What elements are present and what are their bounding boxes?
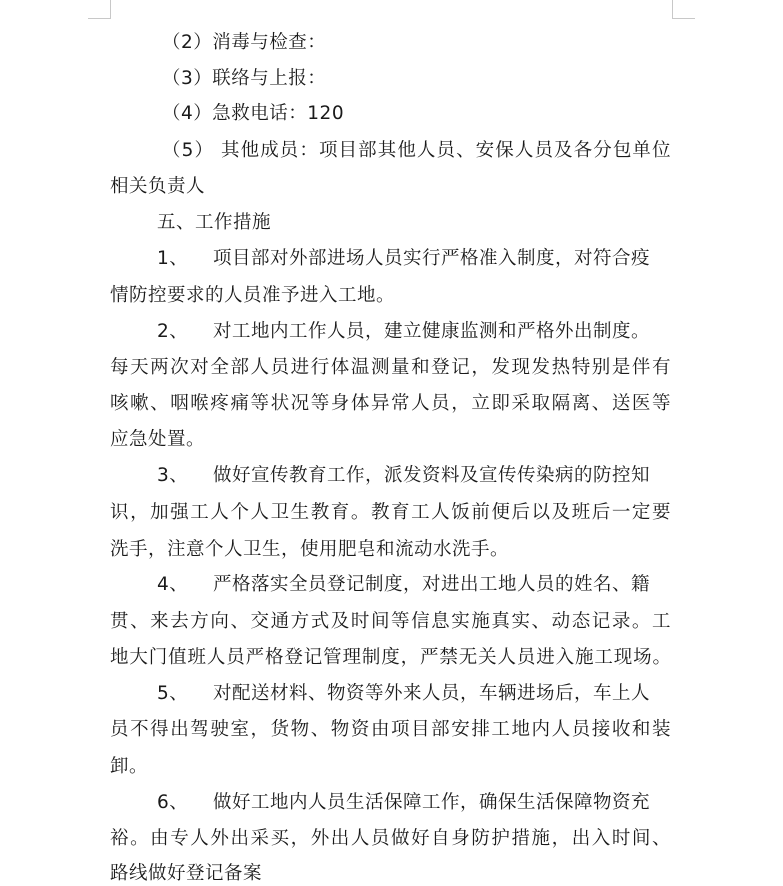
paragraph-first-line bbox=[157, 682, 650, 706]
list-item-continuation: 相关负责人 bbox=[110, 176, 206, 197]
list-item-text: 急救电话：120 bbox=[212, 103, 345, 124]
list-item bbox=[162, 102, 344, 126]
paragraph-first-line bbox=[157, 464, 650, 488]
paragraph-text: 做好宣传教育工作，派发资料及宣传传染病的防控知 bbox=[213, 465, 651, 486]
list-item-label: （3） bbox=[162, 68, 213, 89]
list-item-text: 消毒与检查： bbox=[212, 32, 327, 53]
list-item bbox=[162, 31, 326, 55]
section-heading: 五、工作措施 bbox=[157, 212, 272, 233]
paragraph-text: 对配送材料、物资等外来人员，车辆进场后，车上人 bbox=[213, 683, 651, 704]
paragraph-line: 情防控要求的人员准予进入工地。 bbox=[110, 285, 396, 306]
paragraph-line: 应急处置。 bbox=[110, 429, 206, 450]
list-item-label: （4） bbox=[162, 103, 213, 124]
paragraph-number: 5、 bbox=[157, 683, 189, 704]
paragraph-first-line bbox=[157, 247, 671, 271]
list-item: （5） 其他成员：项目部其他人员、安保人员及各分包单位 bbox=[162, 140, 671, 161]
paragraph-line: 地大门值班人员严格登记管理制度，严禁无关人员进入施工现场。 bbox=[110, 647, 671, 668]
paragraph-line: 贯、来去方向、交通方式及时间等信息实施真实、动态记录。工 bbox=[110, 611, 671, 632]
paragraph-text: 对工地内工作人员，建立健康监测和严格外出制度。 bbox=[213, 321, 651, 342]
paragraph-line: 洗手，注意个人卫生，使用肥皂和流动水洗手。 bbox=[110, 539, 510, 560]
paragraph-first-line bbox=[157, 320, 650, 344]
paragraph-line: 识，加强工人个人卫生教育。教育工人饭前便后以及班后一定要 bbox=[110, 502, 671, 523]
paragraph-line: 裕。由专人外出采买，外出人员做好自身防护措施，出入时间、 bbox=[110, 828, 671, 849]
paragraph-text: 做好工地内人员生活保障工作，确保生活保障物资充 bbox=[213, 792, 651, 813]
paragraph-number: 1、 bbox=[157, 248, 189, 269]
paragraph-line: 路线做好登记备案 bbox=[110, 863, 263, 884]
crop-mark-top-right bbox=[672, 0, 695, 19]
paragraph-number: 4、 bbox=[157, 574, 189, 595]
paragraph-line: 咳嗽、咽喉疼痛等状况等身体异常人员，立即采取隔离、送医等 bbox=[110, 393, 671, 414]
paragraph-first-line bbox=[157, 573, 650, 597]
crop-mark-top-left bbox=[88, 0, 111, 19]
paragraph-line: 员不得出驾驶室，货物、物资由项目部安排工地内人员接收和装 bbox=[110, 719, 671, 740]
paragraph-line: 卸。 bbox=[110, 756, 149, 777]
list-item-label: （2） bbox=[162, 32, 213, 53]
paragraph-number: 6、 bbox=[157, 792, 189, 813]
paragraph-number: 2、 bbox=[157, 321, 189, 342]
paragraph-number: 3、 bbox=[157, 465, 189, 486]
paragraph-first-line bbox=[157, 791, 650, 815]
paragraph-line: 每天两次对全部人员进行体温测量和登记，发现发热特别是伴有 bbox=[110, 357, 671, 378]
paragraph-text: 项目部对外部进场人员实行严格准入制度，对符合疫 bbox=[213, 248, 651, 269]
list-item-text: 联络与上报： bbox=[212, 68, 327, 89]
list-item bbox=[162, 67, 326, 91]
paragraph-text: 严格落实全员登记制度，对进出工地人员的姓名、籍 bbox=[213, 574, 651, 595]
